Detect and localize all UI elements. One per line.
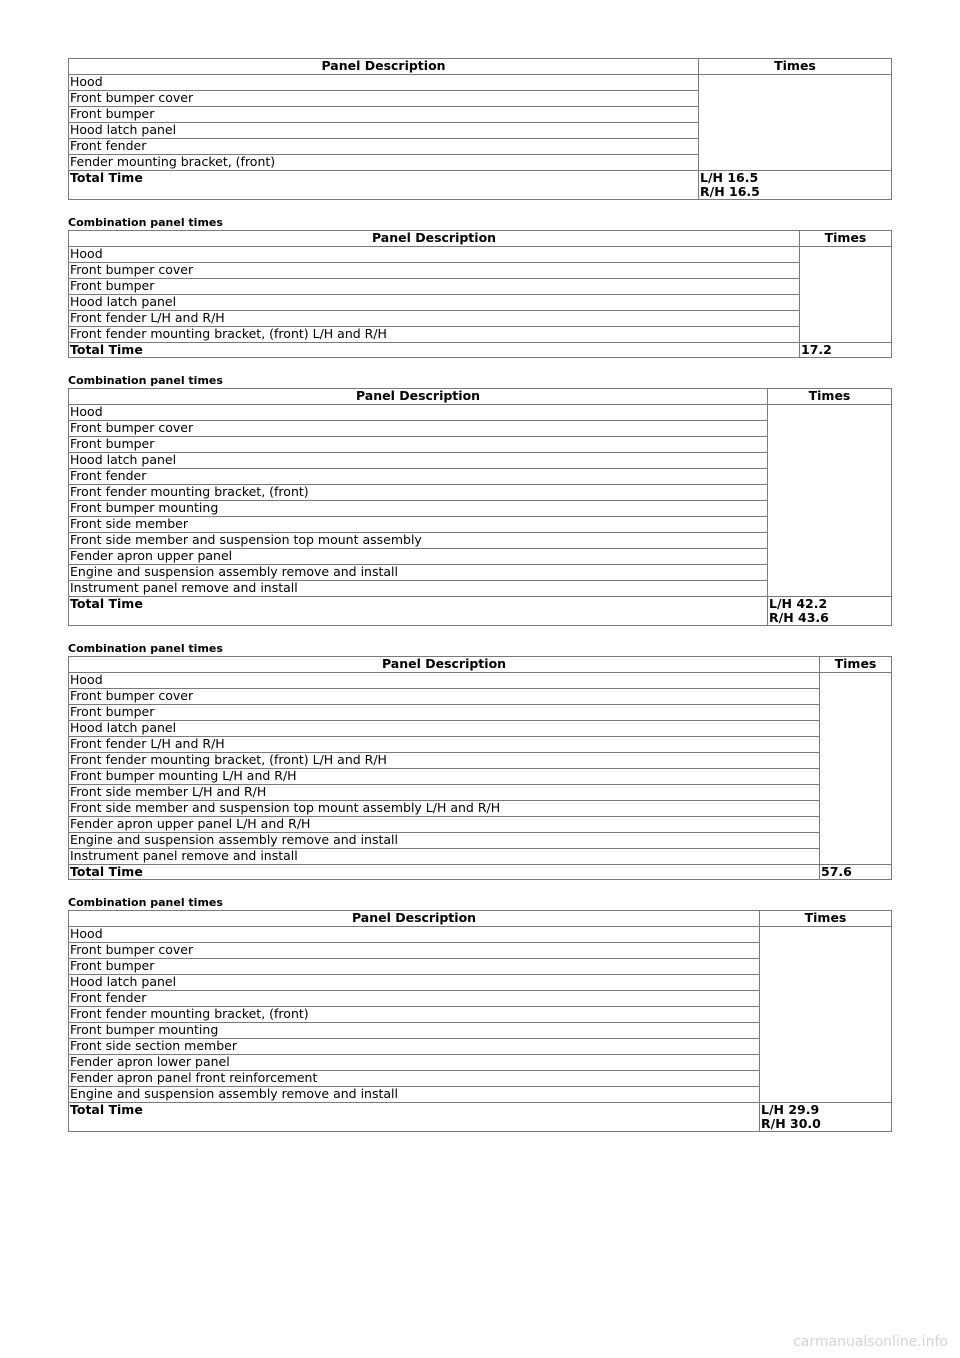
panel-description-header: Panel Description [69, 657, 820, 673]
table-row: Front bumper cover [69, 421, 768, 437]
total-time-label: Total Time [69, 1103, 760, 1132]
times-blank-cell [800, 247, 892, 343]
table-row: Front bumper mounting [69, 501, 768, 517]
table-row: Front fender [69, 469, 768, 485]
table-row: Engine and suspension assembly remove and install [69, 833, 820, 849]
table-row: Front fender mounting bracket, (front) L/H and R/H [69, 327, 800, 343]
table-row: Instrument panel remove and install [69, 849, 820, 865]
table-row: Hood latch panel [69, 975, 760, 991]
panel-times-table [68, 656, 892, 880]
table-row: Hood latch panel [69, 123, 699, 139]
table-row: Front side member L/H and R/H [69, 785, 820, 801]
panel-table-5 [68, 910, 892, 1132]
times-blank-cell [820, 673, 892, 865]
panel-times-table [68, 910, 892, 1132]
section-caption: Combination panel times [68, 216, 223, 229]
table-row: Front bumper cover [69, 943, 760, 959]
times-header: Times [768, 389, 892, 405]
total-time-value: 17.2 [800, 343, 892, 358]
table-row: Hood [69, 405, 768, 421]
panel-description-header: Panel Description [69, 911, 760, 927]
table-row: Front bumper cover [69, 263, 800, 279]
table-row: Front fender L/H and R/H [69, 737, 820, 753]
table-row: Front bumper [69, 107, 699, 123]
table-row: Front bumper mounting [69, 1023, 760, 1039]
panel-times-table [68, 58, 892, 200]
table-row: Front bumper cover [69, 91, 699, 107]
panel-description-header: Panel Description [69, 231, 800, 247]
table-row: Front bumper cover [69, 689, 820, 705]
times-blank-cell [699, 75, 892, 171]
panel-table-3 [68, 388, 892, 626]
site-watermark: carmanualsonline.info [793, 1334, 948, 1350]
total-time-value: L/H 42.2 R/H 43.6 [768, 597, 892, 626]
total-time-value: 57.6 [820, 865, 892, 880]
table-row: Fender apron upper panel [69, 549, 768, 565]
table-row: Instrument panel remove and install [69, 581, 768, 597]
section-caption: Combination panel times [68, 642, 223, 655]
table-row: Front fender mounting bracket, (front) [69, 485, 768, 501]
table-row: Hood latch panel [69, 453, 768, 469]
total-time-label: Total Time [69, 865, 820, 880]
section-caption: Combination panel times [68, 896, 223, 909]
table-row: Hood [69, 75, 699, 91]
table-row: Front fender mounting bracket, (front) L/H and R/H [69, 753, 820, 769]
table-row: Hood [69, 247, 800, 263]
times-header: Times [800, 231, 892, 247]
table-row: Hood [69, 673, 820, 689]
panel-description-header: Panel Description [69, 59, 699, 75]
panel-times-table [68, 230, 892, 358]
table-row: Front side member [69, 517, 768, 533]
times-header: Times [820, 657, 892, 673]
table-row: Front bumper [69, 279, 800, 295]
total-time-label: Total Time [69, 343, 800, 358]
times-header: Times [760, 911, 892, 927]
table-row: Fender apron lower panel [69, 1055, 760, 1071]
table-row: Front fender [69, 139, 699, 155]
table-row: Front fender mounting bracket, (front) [69, 1007, 760, 1023]
section-caption: Combination panel times [68, 374, 223, 387]
table-row: Front bumper [69, 705, 820, 721]
times-header: Times [699, 59, 892, 75]
table-row: Front fender [69, 991, 760, 1007]
table-row: Hood latch panel [69, 721, 820, 737]
table-row: Front bumper [69, 437, 768, 453]
total-time-label: Total Time [69, 171, 699, 200]
table-row: Hood [69, 927, 760, 943]
panel-table-1 [68, 58, 892, 200]
table-row: Hood latch panel [69, 295, 800, 311]
table-row: Fender mounting bracket, (front) [69, 155, 699, 171]
panel-table-2 [68, 230, 892, 358]
table-row: Front side member and suspension top mount assembly L/H and R/H [69, 801, 820, 817]
table-row: Front bumper mounting L/H and R/H [69, 769, 820, 785]
panel-description-header: Panel Description [69, 389, 768, 405]
table-row: Front side section member [69, 1039, 760, 1055]
table-row: Fender apron panel front reinforcement [69, 1071, 760, 1087]
times-blank-cell [760, 927, 892, 1103]
total-time-value: L/H 29.9 R/H 30.0 [760, 1103, 892, 1132]
table-row: Front bumper [69, 959, 760, 975]
panel-table-4 [68, 656, 892, 880]
panel-times-table [68, 388, 892, 626]
total-time-label: Total Time [69, 597, 768, 626]
total-time-value: L/H 16.5 R/H 16.5 [699, 171, 892, 200]
table-row: Engine and suspension assembly remove and install [69, 1087, 760, 1103]
table-row: Front side member and suspension top mount assembly [69, 533, 768, 549]
table-row: Front fender L/H and R/H [69, 311, 800, 327]
table-row: Fender apron upper panel L/H and R/H [69, 817, 820, 833]
times-blank-cell [768, 405, 892, 597]
table-row: Engine and suspension assembly remove and install [69, 565, 768, 581]
